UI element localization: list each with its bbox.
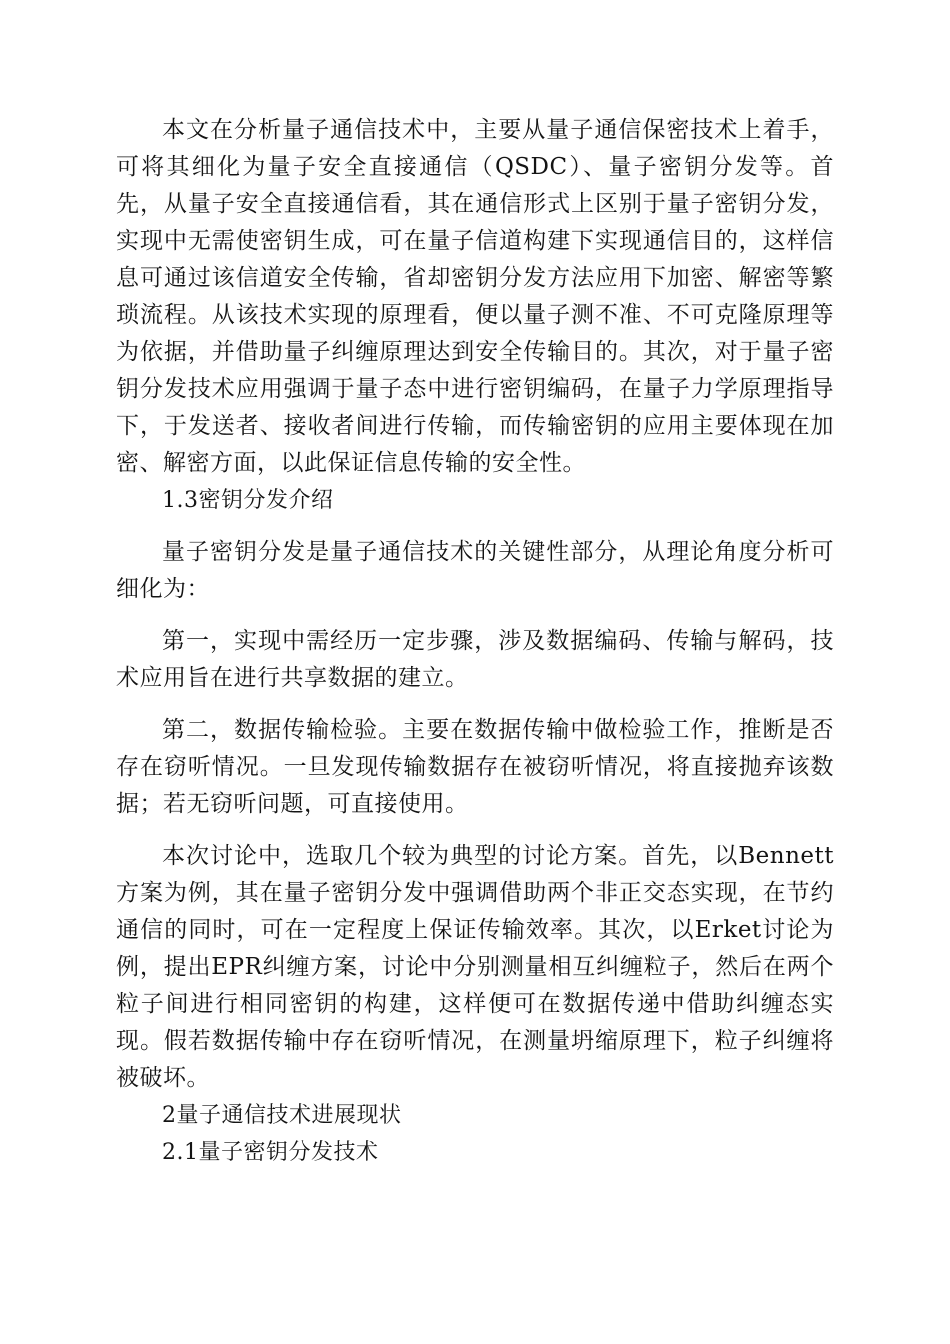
- section-heading-2-1: 2.1量子密钥分发技术: [162, 1140, 379, 1165]
- document-body: [116, 112, 834, 1171]
- section-heading-2: 2量子通信技术进展现状: [162, 1103, 402, 1128]
- paragraph-qkd-intro: 量子密钥分发是量子通信技术的关键性部分，从理论角度分析可细化为：: [116, 539, 834, 602]
- paragraph-step-one: 第一，实现中需经历一定步骤，涉及数据编码、传输与解码，技术应用旨在进行共享数据的建立。: [116, 628, 834, 691]
- paragraph-qsdc-overview: 本文在分析量子通信技术中，主要从量子通信保密技术上着手，可将其细化为量子安全直接通信（QSDC）、量子密钥分发等。首先，从量子安全直接通信看，其在通信形式上区别于量子密钥分发，实现中无需使密钥生成，可在量子信道构建下实现通信目的，这样信息可通过该信道安全传输，省却密钥分发方法应用下加密、解密等繁琐流程。从该技术实现的原理看，便以量子测不准、不可克隆原理等为依据，并借助量子纠缠原理达到安全传输目的。其次，对于量子密钥分发技术应用强调于量子态中进行密钥编码，在量子力学原理指导下，于发送者、接收者间进行传输，而传输密钥的应用主要体现在加密、解密方面，以此保证信息传输的安全性。: [116, 117, 834, 476]
- paragraph-step-two: 第二，数据传输检验。主要在数据传输中做检验工作，推断是否存在窃听情况。一旦发现传输数据存在被窃听情况，将直接抛弃该数据；若无窃听问题，可直接使用。: [116, 717, 834, 817]
- paragraph-schemes: 本次讨论中，选取几个较为典型的讨论方案。首先，以Bennett方案为例，其在量子密钥分发中强调借助两个非正交态实现，在节约通信的同时，可在一定程度上保证传输效率。其次，以Erket讨论为例，提出EPR纠缠方案，讨论中分别测量相互纠缠粒子，然后在两个粒子间进行相同密钥的构建，这样便可在数据传递中借助纠缠态实现。假若数据传输中存在窃听情况，在测量坍缩原理下，粒子纠缠将被破坏。: [116, 843, 834, 1091]
- section-heading-1-3: 1.3密钥分发介绍: [162, 488, 334, 513]
